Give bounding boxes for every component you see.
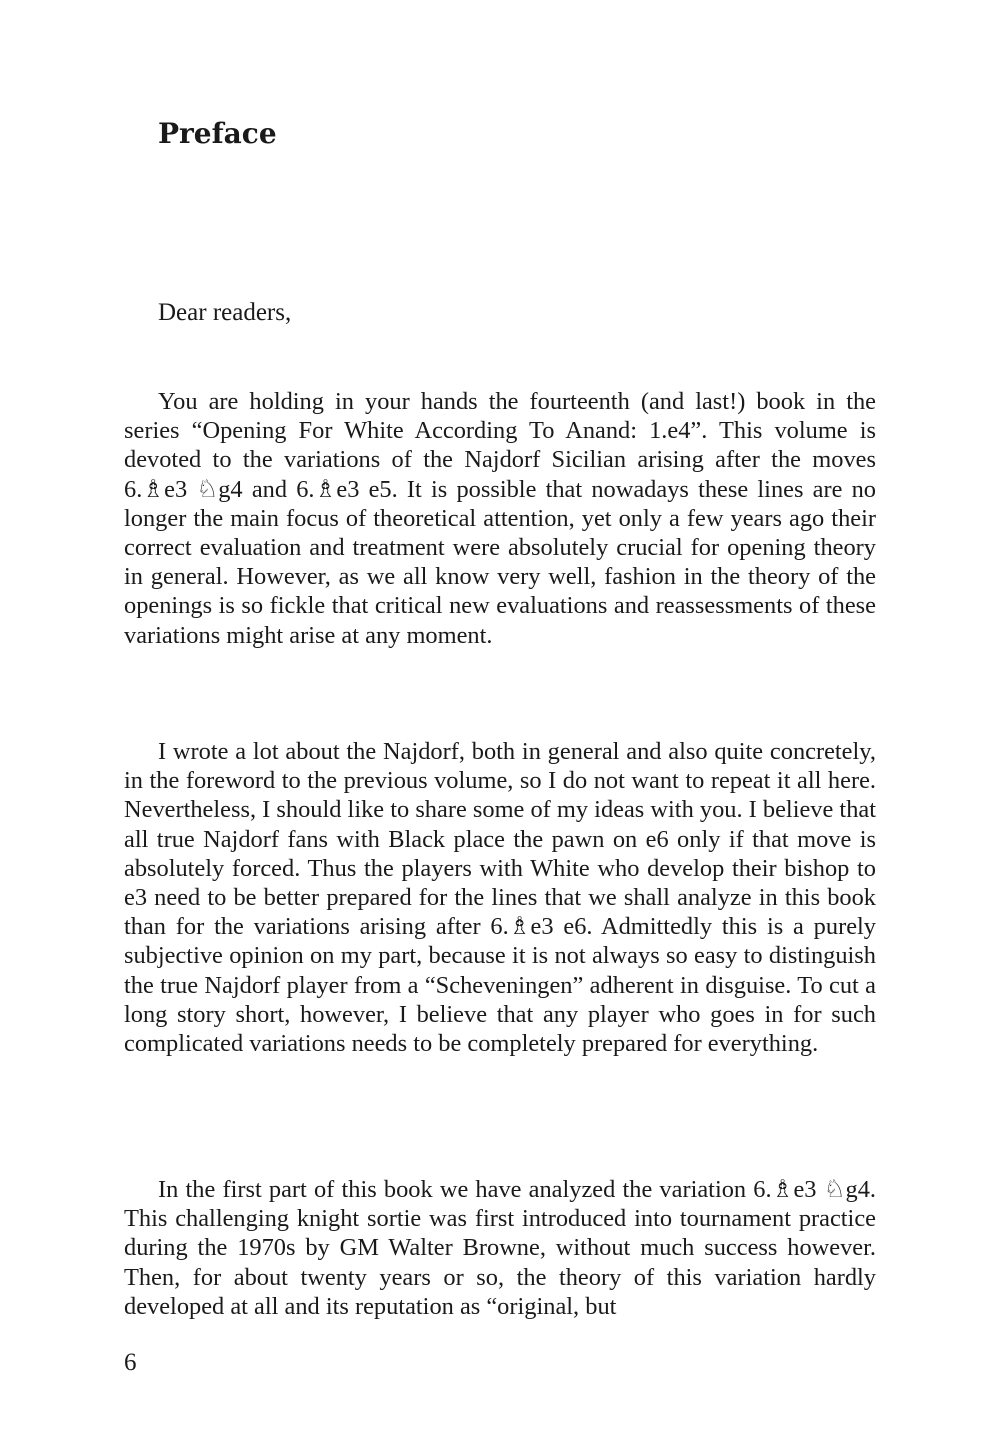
paragraph-2: I wrote a lot about the Najdorf, both in general and also quite concretely, in the foreword to the previous volume, so I do not want to repeat it all here. Nevertheless, I should like to share some of my ideas with you. I believe that all true Najdorf fans with Black place the pawn on e6 only if that move is absolutely forced. Thus the players with White who develop their bishop to e3 need to be better prepared for the lines that we shall analyze in this book than for the variations arising after 6.♗e3 e6. Admittedly this is a purely subjective opinion on my part, because it is not always so easy to distinguish the true Najdorf player from a “Scheveningen” adherent in disguise. To cut a long story short, however, I believe that any player who goes in for such complicated variations needs to be completely prepared for everything. (124, 738, 876, 1058)
page-number: 6 (124, 1349, 137, 1376)
paragraph-3: In the first part of this book we have analyzed the variation 6.♗e3 ♘g4. This challenging knight sortie was first introduced into tournament practice during the 1970s by GM Walter Browne, without much success however. Then, for about twenty years or so, the theory of this variation hardly developed at all and its reputation as “original, but (124, 1176, 876, 1320)
page-heading: Preface (158, 117, 277, 150)
salutation: Dear readers, (158, 299, 292, 326)
paragraph-1: You are holding in your hands the fourteenth (and last!) book in the series “Opening For White According To Anand: 1.e4”. This volume is devoted to the variations of the Najdorf Sicilian arising after the moves 6.♗e3 ♘g4 and 6.♗e3 e5. It is possible that nowadays these lines are no longer the main focus of theoretical attention, yet only a few years ago their correct evaluation and treatment were absolutely crucial for opening theory in general. However, as we all know very well, fashion in the theory of the openings is so fickle that critical new evaluations and reassessments of these variations might arise at any moment. (124, 388, 876, 649)
